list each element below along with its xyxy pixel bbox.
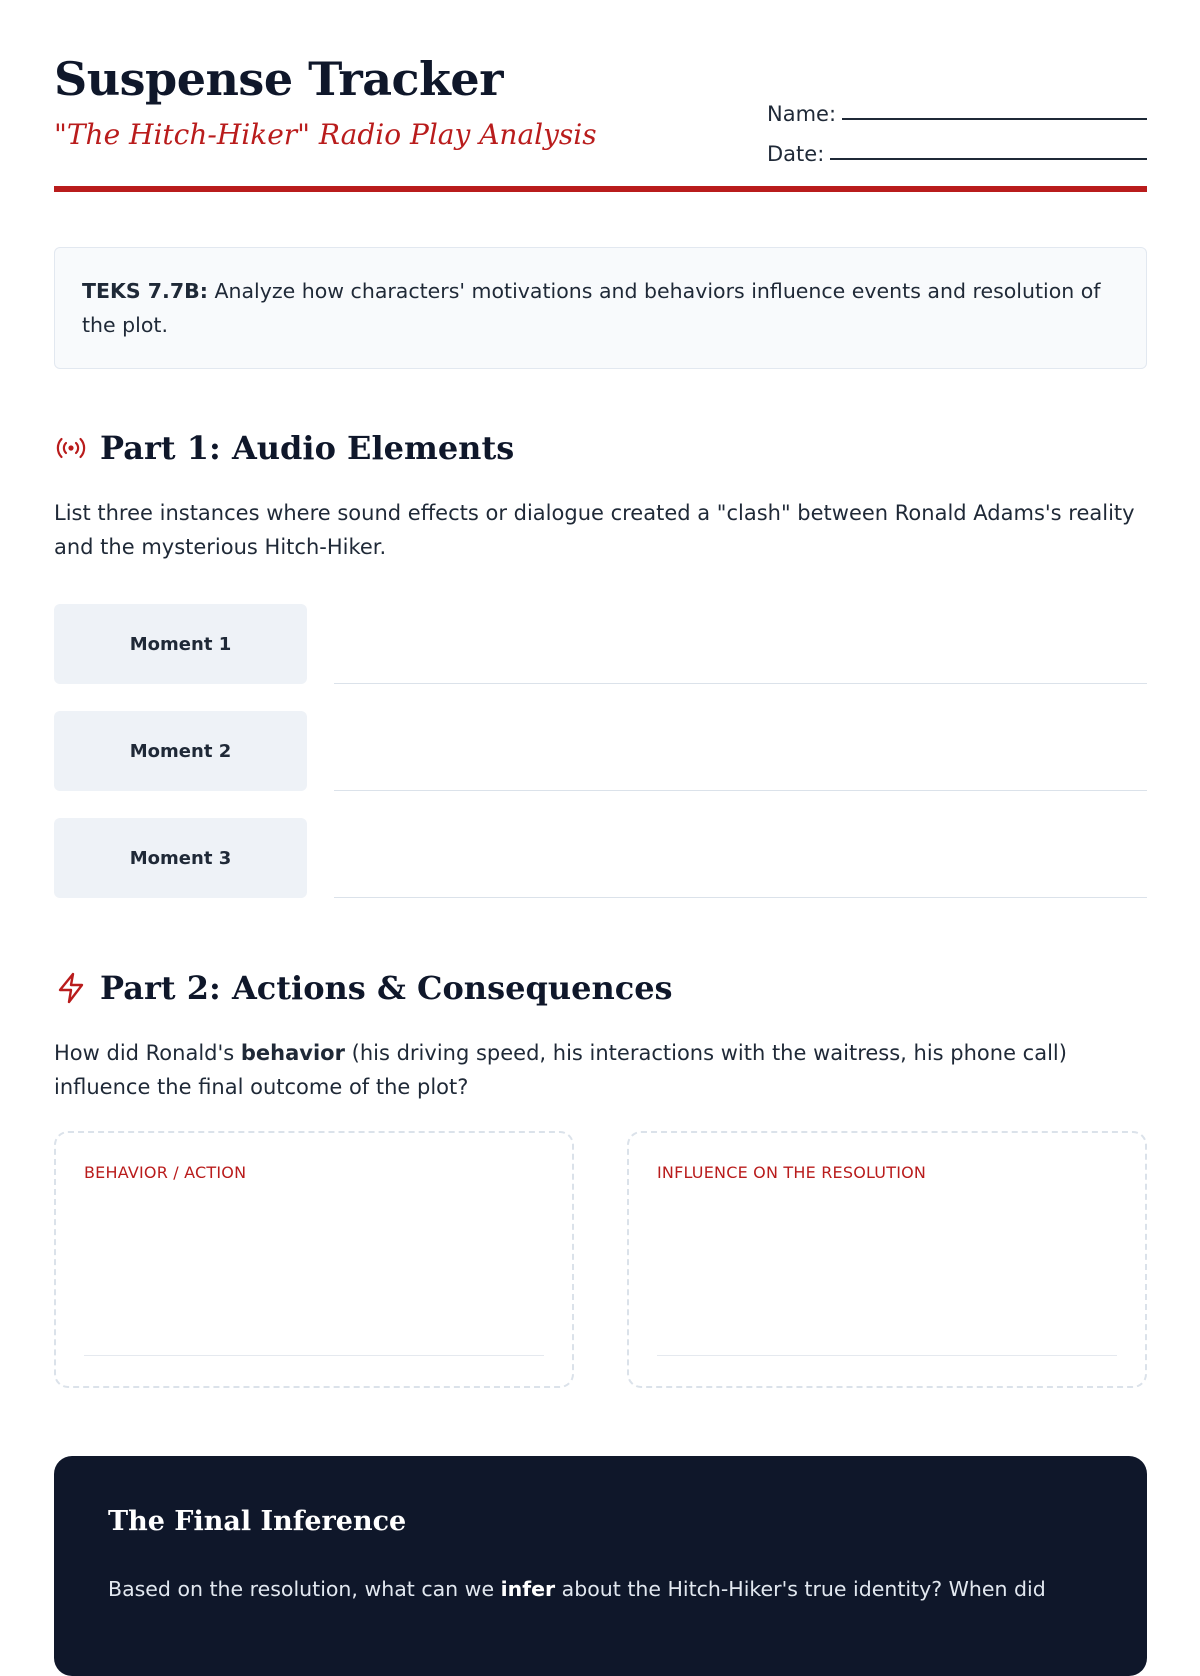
part2-instr-before: How did Ronald's (54, 1041, 241, 1065)
moment-answer-line-3[interactable] (334, 897, 1147, 898)
part2-instr-after: (his driving speed, his interactions with the waitress, his phone call) influence the final outcome of the plot? (54, 1041, 1067, 1099)
moment-row-1 (54, 604, 1147, 684)
standard-text: Analyze how characters' motivations and behaviors influence events and resolution of the plot. (82, 279, 1101, 337)
lightning-icon (54, 971, 88, 1005)
final-inference-panel (54, 1456, 1147, 1676)
name-date-block (767, 86, 1147, 166)
behavior-answer-line[interactable] (84, 1355, 544, 1356)
moment-answer-line-2[interactable] (334, 790, 1147, 791)
moment-label-1: Moment 1 (54, 604, 307, 684)
moment-row-3 (54, 818, 1147, 898)
part1-title: Part 1: Audio Elements (100, 429, 515, 467)
worksheet-header (54, 0, 1147, 196)
moment-label-3: Moment 3 (54, 818, 307, 898)
influence-answer-line[interactable] (657, 1355, 1117, 1356)
name-field[interactable] (842, 118, 1147, 120)
page-subtitle: "The Hitch-Hiker" Radio Play Analysis (54, 118, 597, 151)
date-field[interactable] (830, 158, 1147, 160)
final-text-bold: infer (500, 1577, 556, 1601)
moment-answer-line-1[interactable] (334, 683, 1147, 684)
final-inference-title: The Final Inference (108, 1506, 407, 1537)
behavior-action-label: BEHAVIOR / ACTION (84, 1163, 247, 1182)
name-row (767, 86, 1147, 126)
standard-code: TEKS 7.7B: (82, 279, 208, 303)
page-title: Suspense Tracker (54, 52, 503, 106)
final-text-before: Based on the resolution, what can we (108, 1577, 501, 1601)
date-label: Date: (767, 142, 825, 166)
final-inference-prompt (108, 1572, 1093, 1606)
part2-title: Part 2: Actions & Consequences (100, 969, 673, 1007)
influence-resolution-box[interactable] (627, 1131, 1147, 1388)
name-label: Name: (767, 102, 837, 126)
part1-heading (54, 424, 514, 472)
date-row (767, 126, 1147, 166)
broadcast-icon (54, 431, 88, 465)
header-divider (54, 186, 1147, 192)
part2-heading (54, 964, 673, 1012)
moment-row-2 (54, 711, 1147, 791)
part1-instructions: List three instances where sound effects or dialogue created a "clash" between Ronald Adams's reality and the mysterious Hitch-Hiker. (54, 501, 1135, 559)
final-text-after: about the Hitch-Hiker's true identity? When did (555, 1577, 1046, 1601)
standard-box (54, 247, 1147, 369)
part2-instr-bold: behavior (240, 1041, 345, 1065)
worksheet-page (54, 0, 1147, 1601)
moment-label-2: Moment 2 (54, 711, 307, 791)
part2-instructions (54, 1036, 1147, 1104)
influence-resolution-label: INFLUENCE ON THE RESOLUTION (657, 1163, 927, 1182)
behavior-action-box[interactable] (54, 1131, 574, 1388)
